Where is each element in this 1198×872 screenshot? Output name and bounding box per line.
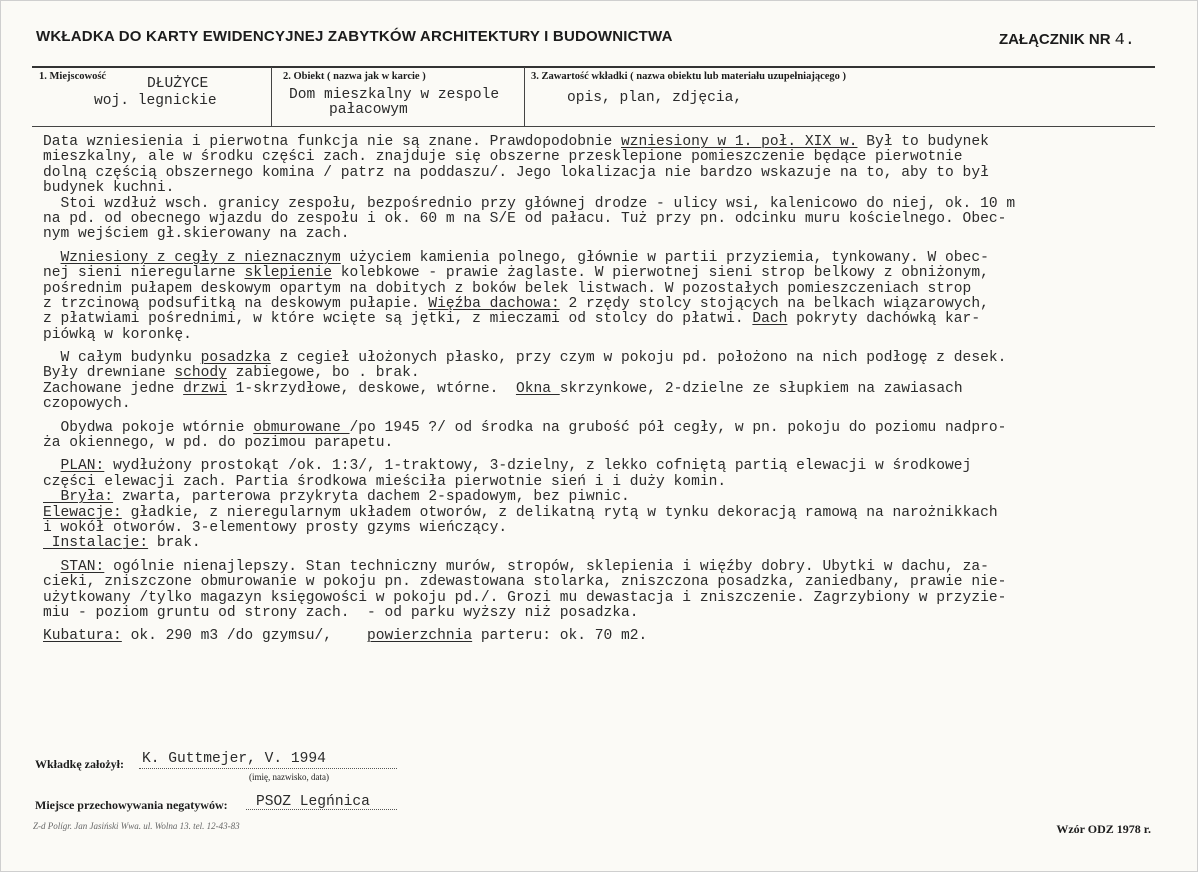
printer-imprint: Z-d Polígr. Jan Jasiński Wwa. ul. Wolna 13. tel. 12-43-83 (33, 821, 240, 831)
underlined-term: Instalacje: (43, 535, 149, 552)
field-divider (524, 67, 525, 127)
text-run: nym wejściem gł.skierowany na zach. (43, 226, 350, 243)
header-rule (32, 66, 1155, 68)
underlined-term: Bryła: (43, 489, 114, 506)
text-run: na pd. od obecnego wjazdu do zespołu i ok. 60 m na S/E od pałacu. Tuż przy pn. odcinku muru kościelnego. Obec- (43, 210, 1007, 227)
text-run: W całym budynku (43, 350, 201, 367)
text-run: kolebkowe - prawie żaglaste. W pierwotnej sieni strop belkowy z obniżonym, (332, 265, 989, 282)
field-object-value: Dom mieszkalny w zespole (289, 87, 500, 103)
underlined-term: wzniesiony w 1. poł. XIX w. (621, 134, 858, 150)
text-run: Stoi wzdłuż wsch. granicy zespołu, bezpośrednio przy głównej drodze - ulicy wsi, kalenicowo do niej, ok. 10 m (43, 195, 1016, 212)
text-line (43, 606, 1183, 621)
text-line (43, 475, 1183, 490)
text-run: i wokół otworów. 3-elementowy prosty gzyms wieńczący. (43, 519, 508, 536)
text-run: części elewacji zach. Partia środkowa mieściła pierwotnie sień i i duży komin. (43, 473, 727, 490)
text-line (43, 436, 1183, 451)
text-line (43, 459, 1183, 474)
underlined-term: Okna (515, 380, 560, 397)
underlined-term: Dach (752, 311, 788, 328)
text-line (43, 366, 1183, 381)
text-run: ża okiennego, w pd. do pozimou parapetu. (43, 435, 394, 452)
field-contents-value: opis, plan, zdjęcia, (567, 90, 743, 106)
underlined-term: drzwi (183, 380, 227, 397)
author-value: K. Guttmejer, V. 1994 (142, 751, 326, 767)
text-run (43, 458, 61, 474)
text-run: zabiegowe, bo . brak. (226, 365, 420, 382)
underlined-term: Więźba dachowa: (428, 295, 560, 312)
text-run: /po 1945 ?/ od środka na grubość pół cegły, w pn. pokoju do poziomu nadpro- (349, 419, 1007, 436)
author-label: Wkładkę założył: (35, 757, 124, 771)
text-line (43, 536, 1183, 551)
text-run: miu - poziom gruntu od strony zach. - od parku wyższy niż posadzka. (43, 604, 639, 621)
paragraph-plan (43, 459, 1183, 551)
text-line (43, 282, 1183, 297)
text-line (43, 560, 1183, 575)
text-line (43, 328, 1183, 343)
text-line (43, 351, 1183, 366)
text-run: zwarta, parterowa przykryta dachem 2-spadowym, bez piwnic. (113, 489, 630, 506)
text-line (43, 197, 1183, 212)
text-run (43, 250, 61, 266)
text-run: skrzynkowe, 2-dzielne ze słupkiem na zawiasach (559, 380, 963, 397)
underlined-term: Kubatura: (43, 628, 122, 645)
text-line (43, 591, 1183, 606)
underlined-term: schody (174, 365, 227, 382)
text-line (43, 312, 1183, 327)
form-title: WKŁADKA DO KARTY EWIDENCYJNEJ ZABYTKÓW ARCHITEKTURY I BUDOWNICTWA (36, 28, 673, 45)
field-locality-value: DŁUŻYCE (147, 76, 209, 92)
text-run: budynek kuchni. (43, 180, 175, 197)
text-run: 2 rzędy stolcy stojących na belkach wiązarowych, (559, 295, 989, 312)
text-line (43, 150, 1183, 165)
text-run: czopowych. (43, 396, 131, 413)
underlined-term: PLAN: (60, 458, 105, 475)
underlined-term: obmurowane (253, 419, 350, 436)
text-run: nej sieni nieregularne (43, 265, 245, 282)
underlined-term: sklepienie (244, 265, 333, 282)
annex-number (999, 31, 1135, 50)
text-line (43, 166, 1183, 181)
field-contents-label: 3. Zawartość wkładki ( nazwa obiektu lub materiału uzupełniającego ) (531, 71, 847, 82)
text-run: brak. (148, 535, 201, 552)
text-run: wydłużony prostokąt /ok. 1:3/, 1-traktowy, 3-dzielny, z lekko cofniętą partią elewacji w środkowej (104, 458, 972, 475)
text-line (43, 397, 1183, 412)
field-locality-label: 1. Miejscowość (39, 71, 107, 82)
text-run: Obydwa pokoje wtórnie (43, 419, 254, 436)
text-run: 1-skrzydłowe, deskowe, wtórne. (226, 380, 516, 397)
text-run: dolną częścią obszernego komina / patrz na poddaszu/. Jego lokalizacja nie bardzo wskazuje na to, aby to był (43, 164, 989, 181)
text-line (43, 227, 1183, 242)
text-run: cieki, zniszczone obmurowanie w pokoju pn. zdewastowana stolarka, zniszczona posadzka, zaniedbany, prawie nie- (43, 574, 1007, 591)
text-line (43, 297, 1183, 312)
storage-label: Miejsce przechowywania negatywów: (35, 798, 228, 812)
underlined-term: posadzka (200, 350, 271, 367)
fields-rule (32, 126, 1155, 127)
text-run: ok. 290 m3 /do gzymsu/, (121, 628, 368, 645)
form-id: Wzór ODZ 1978 r. (1056, 822, 1151, 836)
underlined-term: Wzniesiony z cegły z nieznacznym (60, 249, 341, 266)
storage-value: PSOZ Legńnica (256, 794, 370, 810)
text-line (43, 135, 1183, 150)
text-line (43, 490, 1183, 505)
paragraph-history (43, 135, 1183, 243)
storage-line (246, 809, 397, 810)
paragraph-construction (43, 251, 1183, 343)
field-divider (271, 67, 272, 127)
underlined-term: powierzchnia (367, 628, 473, 645)
field-voivodeship-value: woj. legnickie (94, 93, 217, 109)
description-text (43, 135, 1183, 653)
underlined-term: STAN: (60, 558, 105, 575)
text-run: Były drewniane (43, 365, 175, 382)
text-run: Zachowane jedne (43, 380, 184, 397)
text-run: Był to budynek (857, 134, 989, 150)
text-run: z trzcinową podsufitką na deskowym pułapie. (43, 295, 429, 312)
text-run: Data wzniesienia i pierwotna funkcja nie są znane. Prawdopodobnie (43, 134, 622, 150)
text-line (43, 266, 1183, 281)
text-line (43, 629, 1183, 644)
text-line (43, 382, 1183, 397)
text-run: ogólnie nienajlepszy. Stan techniczny murów, stropów, sklepienia i więźby dobry. Ubytki w dachu, za- (104, 558, 989, 575)
paragraph-volume (43, 629, 1183, 644)
field-object-value-cont: pałacowym (329, 102, 408, 118)
text-run: parteru: ok. 70 m2. (472, 628, 648, 645)
paragraph-alterations (43, 421, 1183, 452)
text-run: pośrednim pułapem deskowym opartym na dobitych z boków belek listwach. W pozostałych pomieszczeniach strop (43, 280, 972, 297)
text-run: użytkowany /tylko magazyn księgowości w pokoju pd./. Grozi mu dewastacja i zniszczenie. Zagrzybiony w przyzie- (43, 589, 1007, 606)
paragraph-condition (43, 560, 1183, 622)
text-line (43, 575, 1183, 590)
field-object-label: 2. Obiekt ( nazwa jak w karcie ) (283, 71, 426, 82)
text-run: pokryty dachówką kar- (787, 311, 981, 328)
text-run (43, 559, 61, 575)
text-line (43, 212, 1183, 227)
annex-label: ZAŁĄCZNIK NR (998, 31, 1111, 48)
text-run: piówką w koronkę. (43, 326, 192, 343)
paragraph-interior (43, 351, 1183, 413)
text-run: użyciem kamienia polnego, głównie w partii przyziemia, tynkowany. W obec- (340, 249, 989, 266)
text-run: gładkie, z nieregularnym układem otworów, z delikatną rytą w tynku dekoracją ramową na narożnikkach (121, 504, 998, 521)
text-run: z płatwiami pośrednimi, w które wcięte są jętki, z mieczami od stolcy do płatwi. (43, 311, 753, 328)
text-line (43, 181, 1183, 196)
text-run: z cegieł ułożonych płasko, przy czym w pokoju pd. położono na nich podłogę z desek. (270, 350, 1007, 367)
annex-number-value: 4. (1114, 31, 1135, 50)
text-line (43, 506, 1183, 521)
text-run: mieszkalny, ale w środku części zach. znajduje się obszerne przesklepione pomieszczenie będące pierwotnie (43, 149, 963, 166)
text-line (43, 251, 1183, 266)
text-line (43, 421, 1183, 436)
author-caption: (imię, nazwisko, data) (249, 772, 329, 782)
underlined-term: Elewacje: (43, 504, 122, 521)
author-line (139, 768, 397, 769)
text-line (43, 521, 1183, 536)
